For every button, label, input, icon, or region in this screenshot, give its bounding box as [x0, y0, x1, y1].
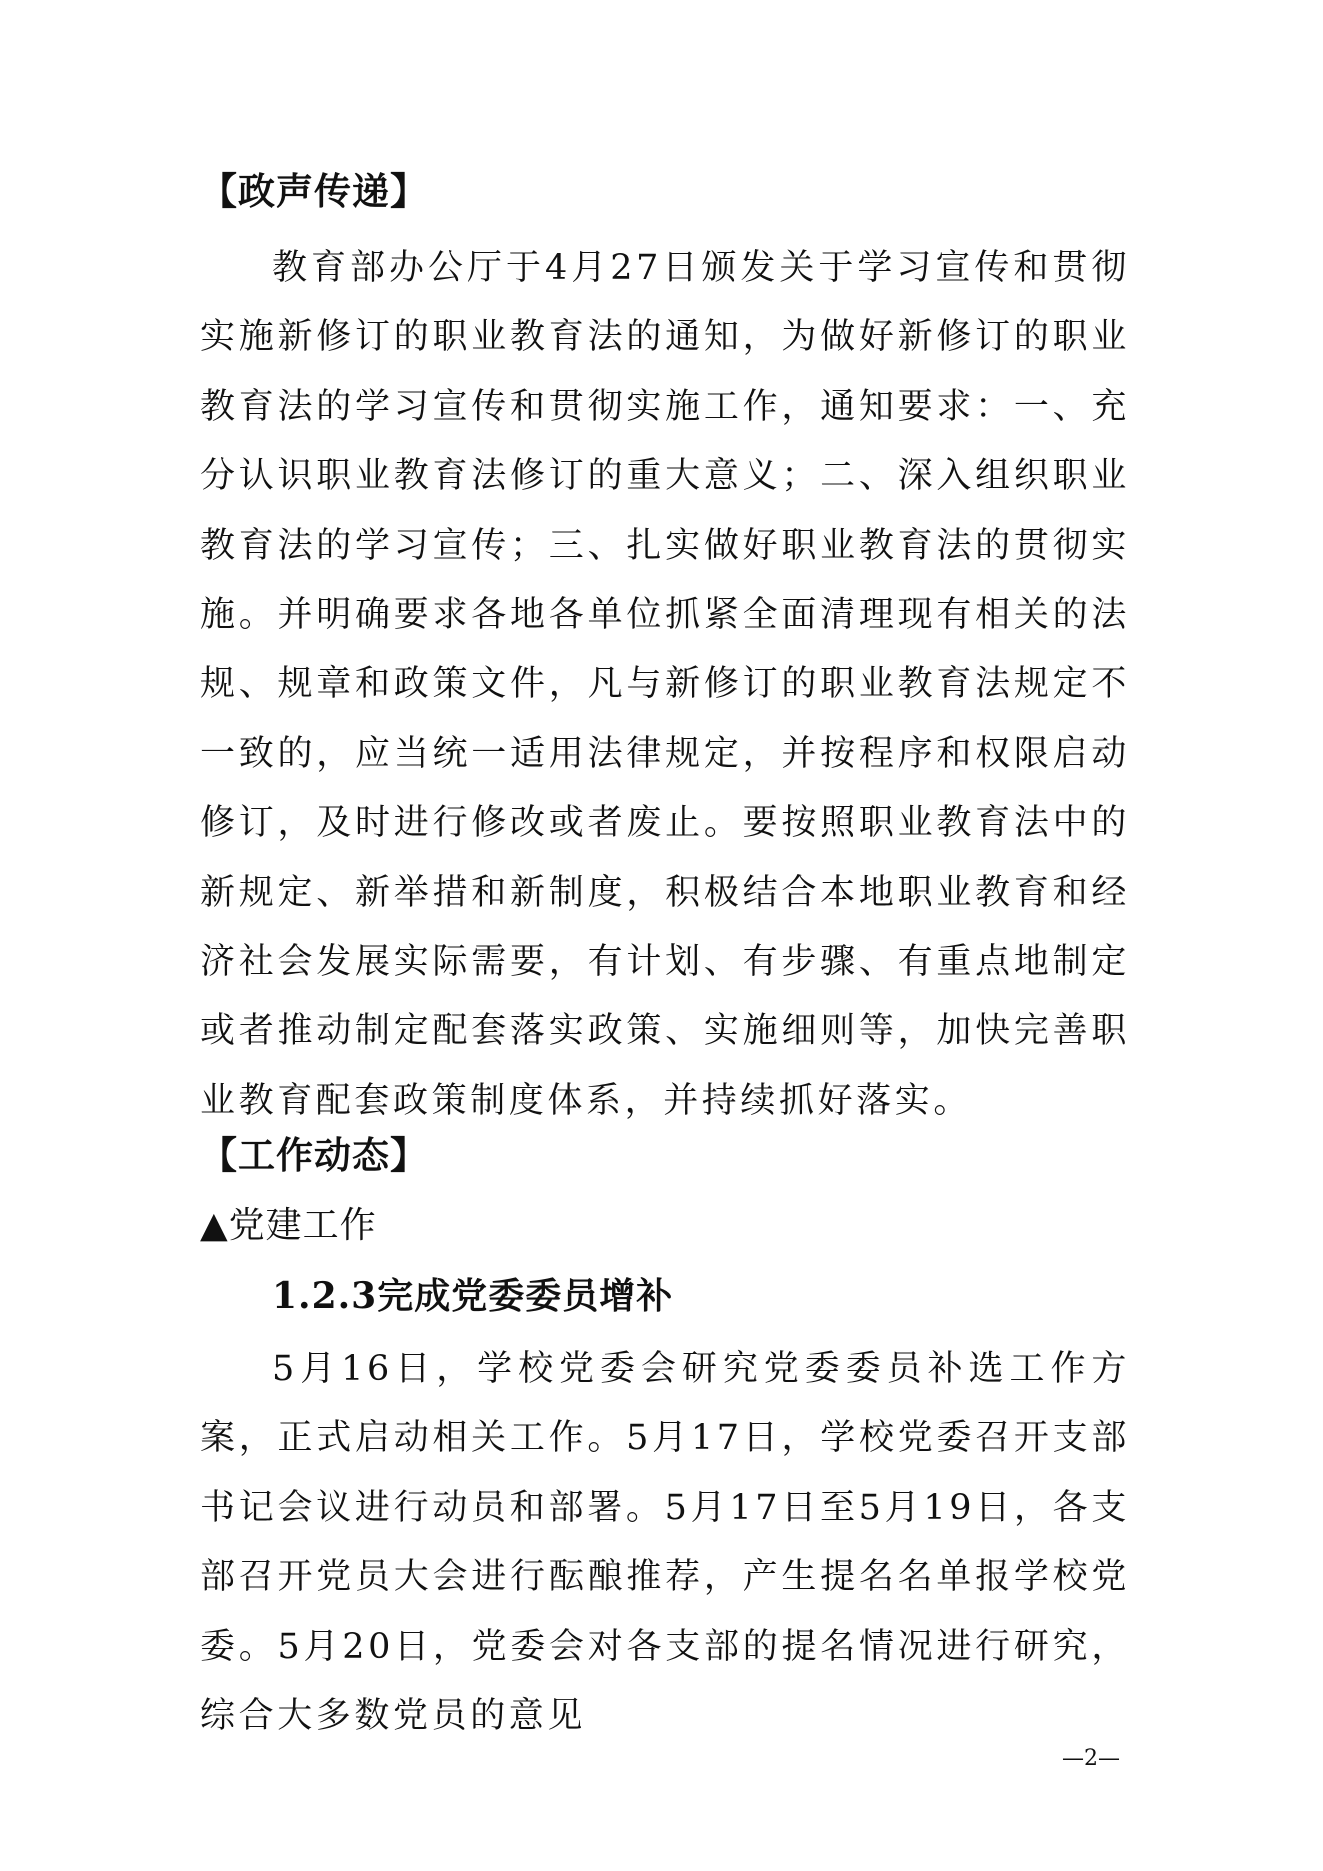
item-title-committee: 1.2.3完成党委委员增补	[272, 1275, 674, 1317]
page-number: —2—	[1062, 1746, 1120, 1771]
section-title-work: 【工作动态】	[200, 1134, 428, 1177]
work-paragraph: 5月16日，学校党委会研究党委委员补选工作方案，正式启动相关工作。5月17日，学校党委召开支部书记会议进行动员和部署。5月17日至5月19日，各支部召开党员大会进行酝酿推荐，产生提名名单报学校党委。5月20日，党委会对各支部的提名情况进行研究，综合大多数党员的意见	[200, 1349, 1130, 1737]
policy-paragraph: 教育部办公厅于4月27日颁发关于学习宣传和贯彻实施新修订的职业教育法的通知，为做好新修订的职业教育法的学习宣传和贯彻实施工作，通知要求：一、充分认识职业教育法修订的重大意义；二、深入组织职业教育法的学习宣传；三、扎实做好职业教育法的贯彻实施。并明确要求各地各单位抓紧全面清理现有相关的法规、规章和政策文件，凡与新修订的职业教育法规定不一致的，应当统一适用法律规定，并按程序和权限启动修订，及时进行修改或者废止。要按照职业教育法中的新规定、新举措和新制度，积极结合本地职业教育和经济社会发展实际需要，有计划、有步骤、有重点地制定或者推动制定配套落实政策、实施细则等，加快完善职业教育配套政策制度体系，并持续抓好落实。	[200, 248, 1130, 1121]
section-title-policy: 【政声传递】	[200, 170, 428, 213]
subsection-party-building: ▲党建工作	[200, 1205, 377, 1246]
